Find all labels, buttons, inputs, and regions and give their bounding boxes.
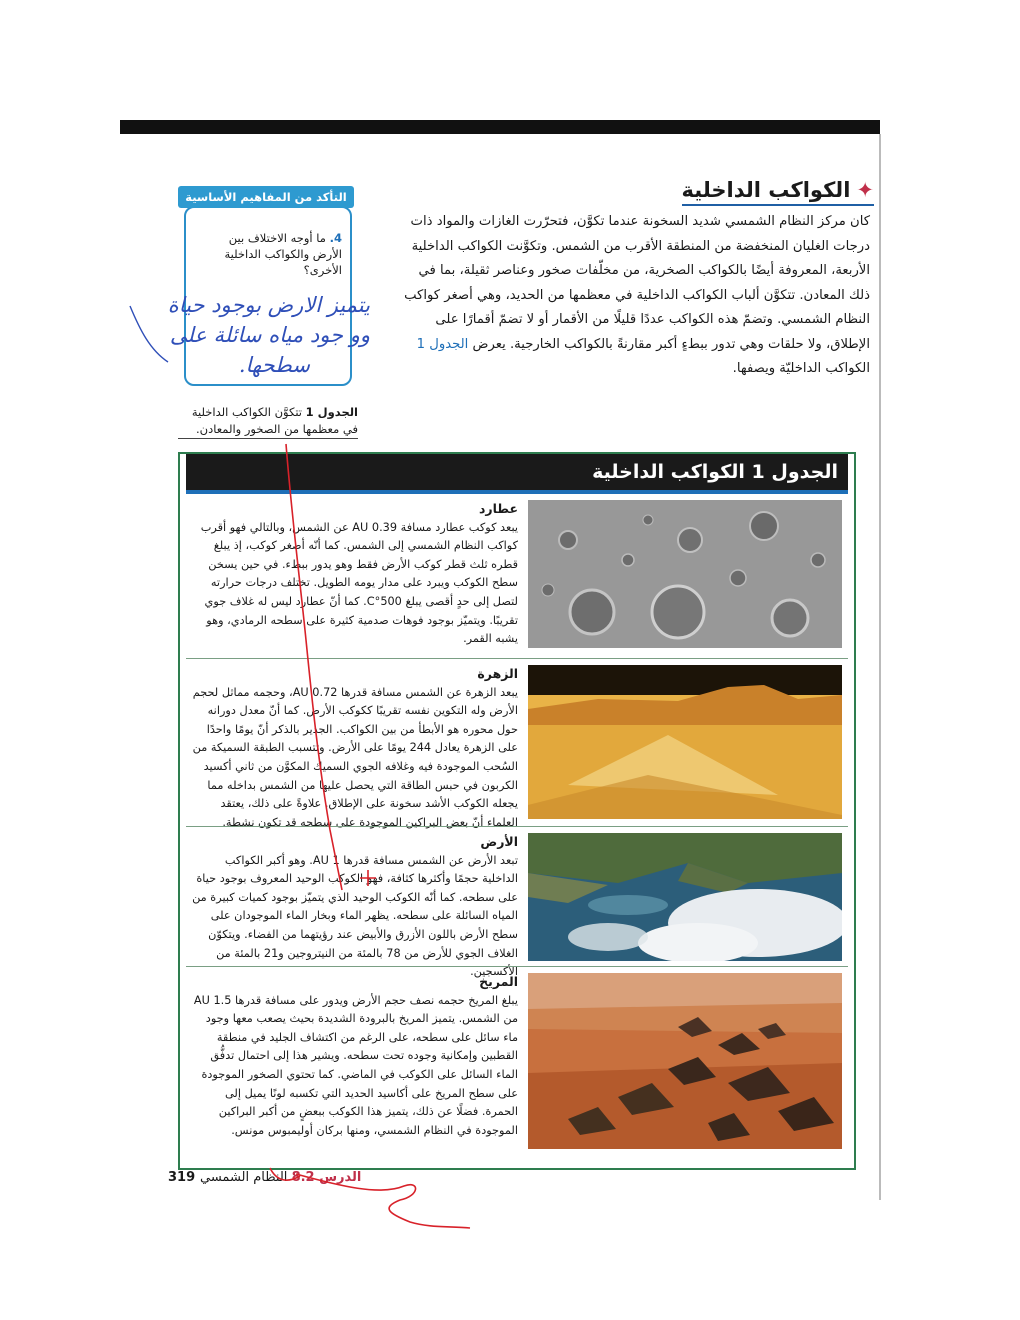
planet-name-venus: الزهرة bbox=[477, 666, 518, 681]
mars-image bbox=[528, 973, 842, 1149]
table-row-mars bbox=[186, 966, 848, 1165]
planet-name-mercury: عطارد bbox=[478, 501, 518, 516]
lesson-footer bbox=[200, 1170, 361, 1185]
intro-text-1: كان مركز النظام الشمسي شديد السخونة عندما تكوَّن، فتحرّرت الغازات والمواد ذات درجات الغليان المنخفضة من المنطقة الأقرب من الشمس. وتكوَّنت الكواكب الداخلية الأربعة، المعروفة أيضًا بالكواكب الصخرية، من مخلّفات صخور وعناصر ثقيلة، بما في ذلك المعادن. تتكوَّن ألباب الكواكب الداخلية في معظمها من الحديد، وهي أصغر كواكب النظام الشمسي. وتضمّ هذه الكواكب عددًا قليلًا من الأقمار أو لا تضمّ أقمارًا على الإطلاق، ولا حلقات وهي تدور ببطءٍ أكبر مقارنةً بالكواكب الخارجية. يعرض bbox=[404, 214, 870, 352]
handwritten-line-1: يتميز الارض بوجود حياة bbox=[167, 293, 370, 317]
intro-text-2: الكواكب الداخليّة ويصفها. bbox=[732, 361, 870, 376]
planet-name-earth: الأرض bbox=[480, 834, 518, 849]
question-number: 4. bbox=[329, 231, 342, 245]
row-text bbox=[192, 500, 518, 649]
question-text: ما أوجه الاختلاف بين الأرض والكواكب الداخلية الأخرى؟ bbox=[224, 231, 342, 277]
planet-description: يبلغ المريخ حجمه نصف حجم الأرض ويدور على مسافة قدرها 1.5 AU من الشمس. يتميز المريخ بالبرودة الشديدة بحيث يصعب معها وجود ماء سائل على سطحه، على الرغم من اكتشاف الجليد في منطقة القطبين وإمكانية وجوده تحت سطحه. ويشير هذا إلى احتمال تدفُّق الماء السائل على الكوكب في الماضي. كما تحتوي الصخور الموجودة على سطح المريخ على أكاسيد الحديد التي تكسبه لونًا يميل إلى الحمرة. فضلًا عن ذلك، يتميز هذا الكوكب ببعضٍ من أكبر البراكين الموجودة في النظام الشمسي، ومنها بركان أوليمبوس مونس. bbox=[193, 993, 518, 1137]
row-text bbox=[192, 973, 518, 1140]
table-row-mercury bbox=[186, 494, 848, 658]
row-text bbox=[192, 665, 518, 832]
mercury-image bbox=[528, 500, 842, 648]
planet-name-mars: المريخ bbox=[479, 974, 518, 989]
handwritten-line-3: سطحها. bbox=[238, 353, 310, 377]
caption-divider bbox=[178, 438, 358, 439]
page-number: 319 bbox=[168, 1170, 196, 1185]
section-title-text: الكواكب الداخلية bbox=[681, 178, 851, 202]
row-text bbox=[192, 833, 518, 982]
intro-table-reference[interactable]: الجدول 1 bbox=[416, 336, 469, 352]
intro-paragraph bbox=[402, 210, 870, 382]
planet-description: تبعد الأرض عن الشمس مسافة قدرها 1 AU. وهو أكبر الكواكب الداخلية حجمًا وأكثرها كثافة، فهو الكوكب الوحيد المعروف بوجود حياة على سطحه. كما أنّه الكوكب الوحيد الذي يتميّز بوجود كميات كبيرة من المياه السائلة على سطحه. يظهر الماء وبخار الماء الموجودان على سطح الأرض باللون الأزرق والأبيض عند رؤيتهما من الفضاء. ويتكوّن الغلاف الجوي للأرض من 78 بالمئة من النيتروجين و21 بالمئة من الأكسجين. bbox=[192, 853, 518, 979]
handwritten-line-2: وو جود مياه سائلة على bbox=[169, 323, 370, 347]
table-title: الجدول 1 الكواكب الداخلية bbox=[186, 454, 848, 490]
star-icon: ✦ bbox=[856, 178, 874, 202]
top-black-bar bbox=[120, 120, 880, 134]
lesson-label: الدرس 8.2 bbox=[291, 1170, 362, 1185]
planet-description: يبعد كوكب عطارد مسافة 0.39 AU عن الشمس، وبالتالي فهو أقرب كواكب النظام الشمسي إلى الشمس. كما أنّه أصغر كوكب، إذ يبلغ قطره ثلث قطر كوكب الأرض فقط وهو يدور ببطء. في حين يسخن سطح الكوكب ويبرد على مدار يومه الطويل. تختلف درجات حرارته لتصل إلى حدٍ أقصى يبلغ 500°C. كما أنّ عطارد ليس له غلاف جوي تقريبًا. ويتميّز بوجود فوهات صدمية كثيرة على سطحه الرمادي، وهو يشبه القمر. bbox=[200, 520, 518, 646]
venus-image bbox=[528, 665, 842, 819]
planet-description: يبعد الزهرة عن الشمس مسافة قدرها 0.72 AU، وحجمه مماثل لحجم الأرض وله التكوين نفسه تقريبًا ككوكب الأرض. كما أنّ معدل دورانه حول محوره هو الأبطأ من بين الكواكب. الجدير بالذكر أنّ يومًا واحدًا على الزهرة يعادل 244 يومًا على الأرض. وتتسبب الطبقة السميكة من السُحب الموجودة فيه وغلافه الجوي السميك المكوَّن من ثاني أكسيد الكربون في حبس الطاقة التي يحصل عليها من الشمس بداخله مما يجعله الكوكب الأشد سخونة على الإطلاق. علاوةً على ذلك، يعتقد العلماء أنّ بعض البراكين الموجودة على سطحه قد تكون نشطة. bbox=[192, 685, 518, 829]
handwritten-answer bbox=[130, 290, 370, 380]
lesson-title: النظام الشمسي bbox=[200, 1170, 288, 1185]
earth-image bbox=[528, 833, 842, 961]
concept-check-ribbon: التأكد من المفاهيم الأساسية bbox=[178, 186, 354, 208]
section-title bbox=[682, 178, 874, 206]
table-caption bbox=[178, 404, 358, 438]
caption-text: تتكوَّن الكواكب الداخلية في معظمها من الصخور والمعادن. bbox=[191, 405, 358, 436]
concept-check-question bbox=[202, 230, 342, 278]
table-row-earth bbox=[186, 826, 848, 979]
page-edge-shadow bbox=[879, 134, 881, 1200]
inner-planets-table bbox=[178, 452, 856, 1170]
table-row-venus bbox=[186, 658, 848, 827]
caption-label: الجدول 1 bbox=[305, 405, 358, 419]
